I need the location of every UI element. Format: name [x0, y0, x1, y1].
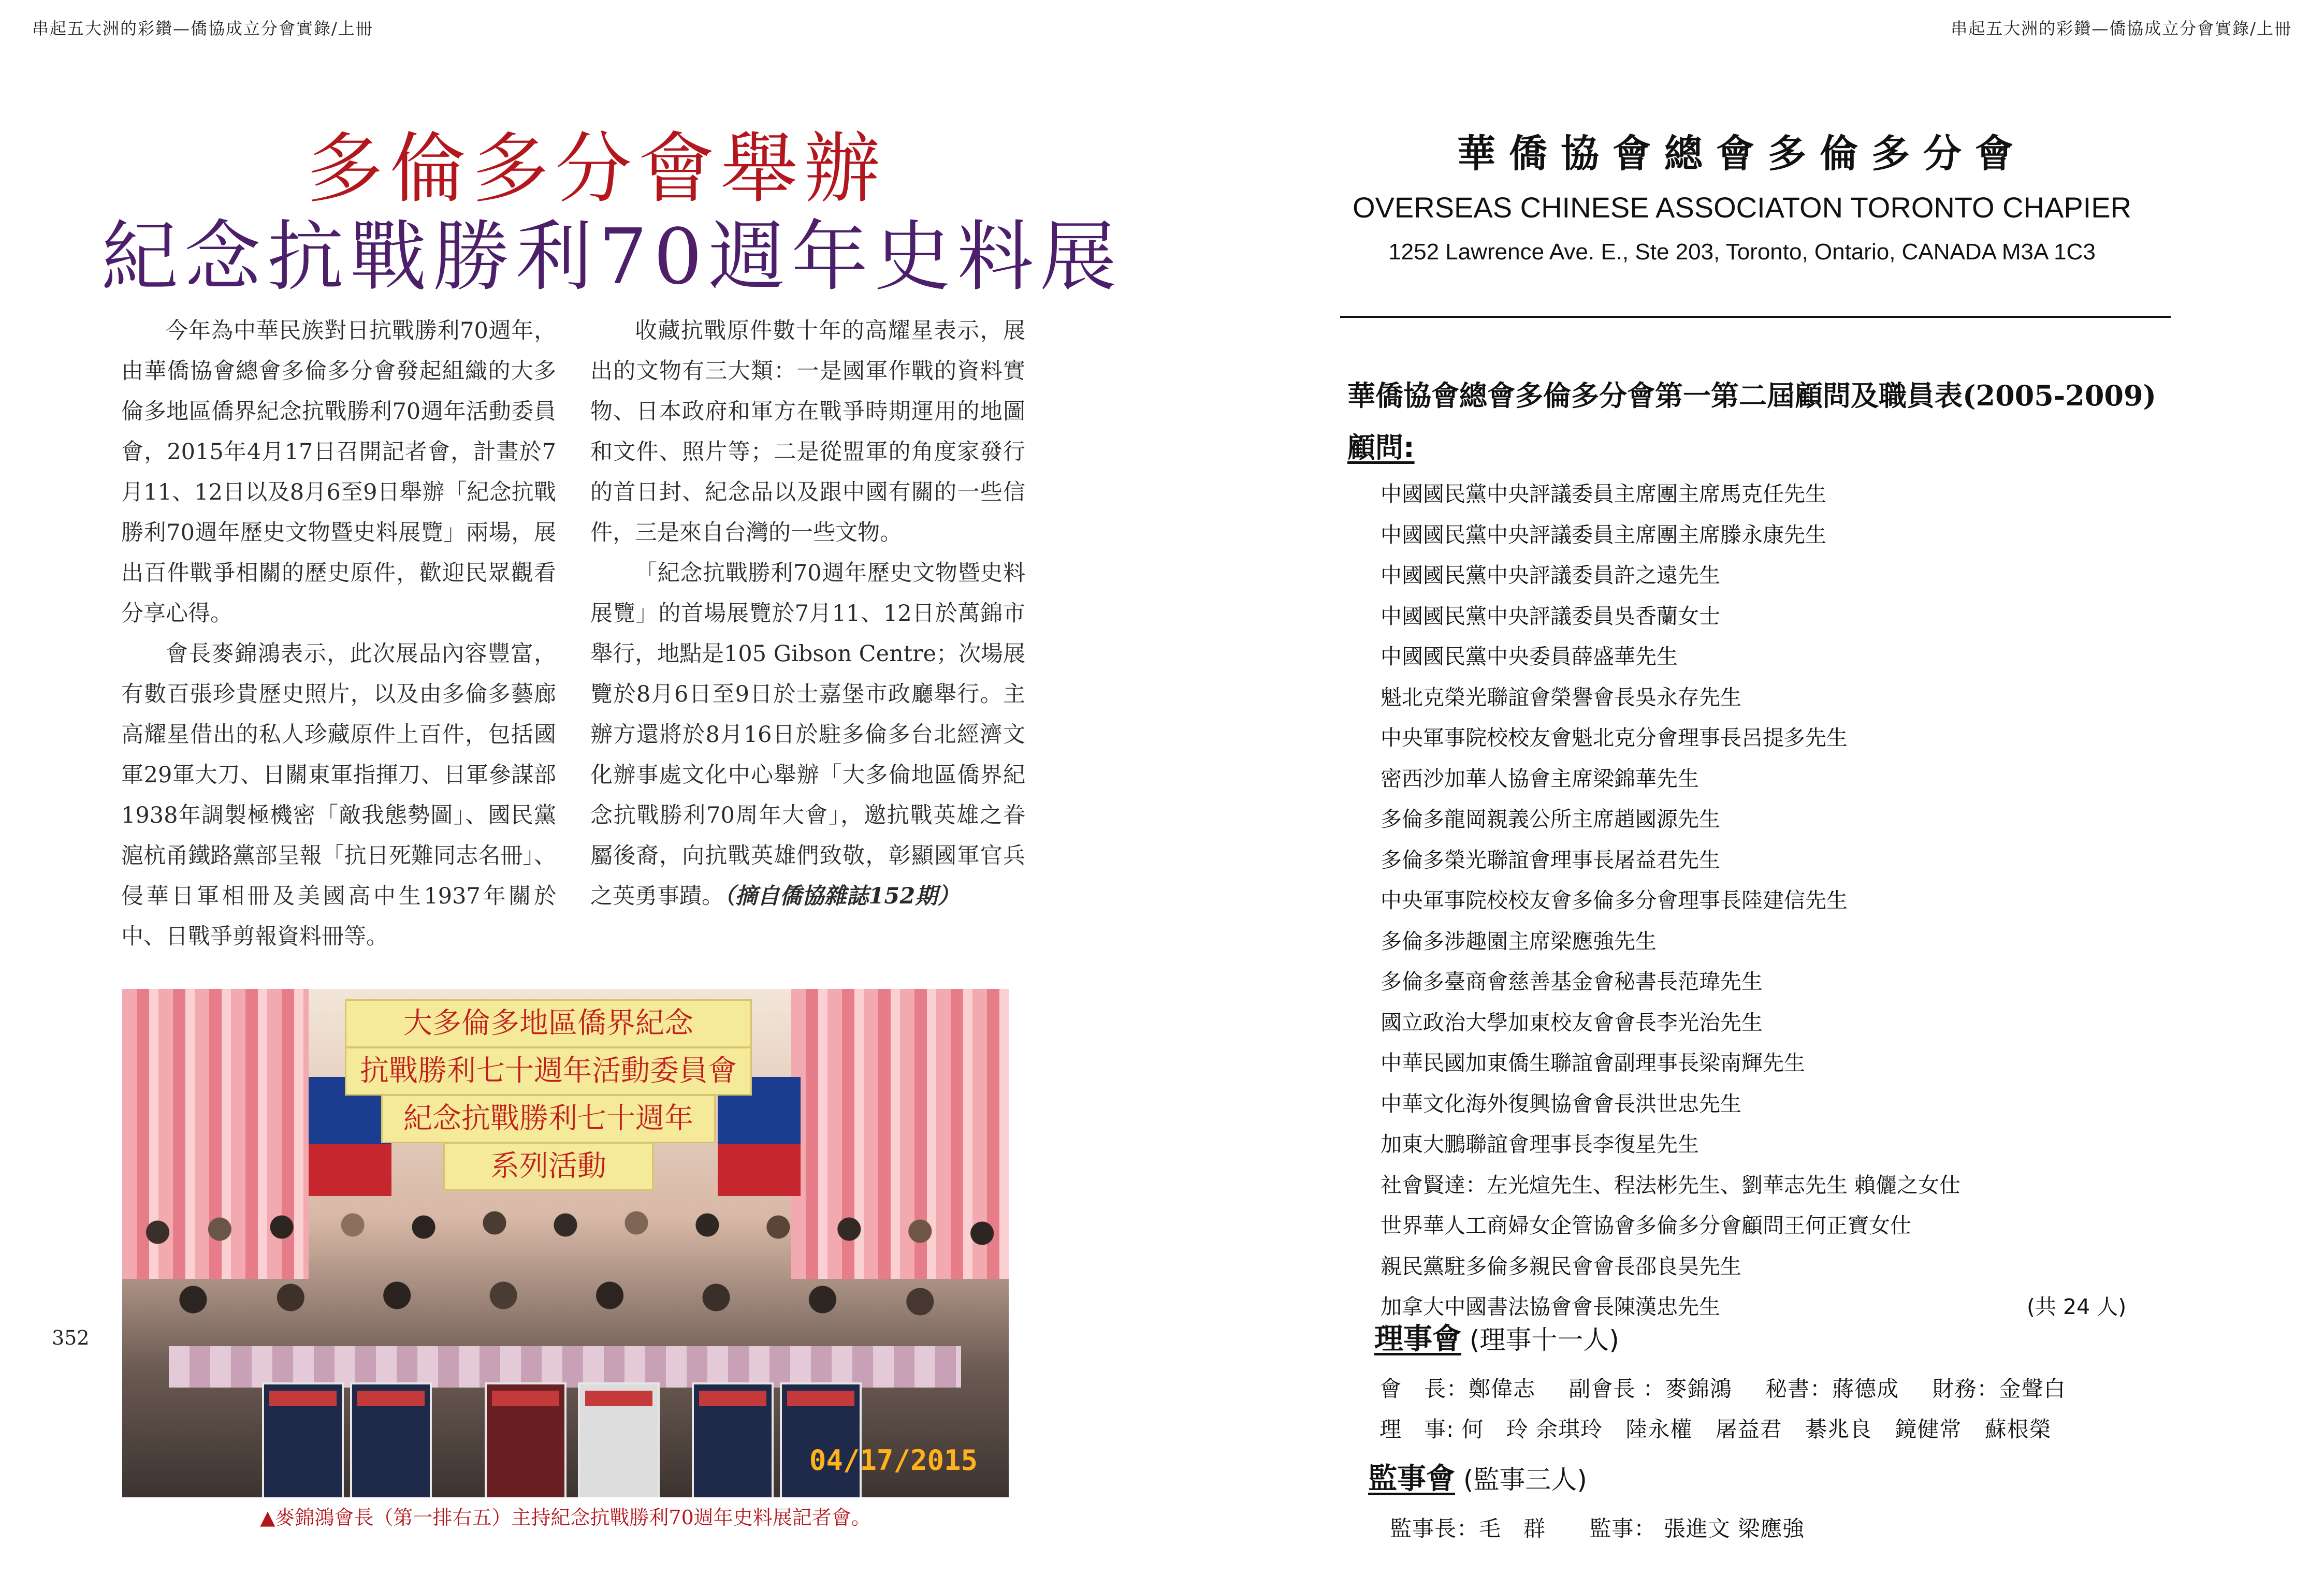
role-entry: 理 事: 何 玲 余琪玲: [1379, 1417, 1603, 1442]
paragraph: 今年為中華民族對日抗戰勝利70週年，由華僑協會總會多倫多分會發起組織的大多倫多地區僑界紀念抗戰勝利70週年活動委員會，2015年4月17日召開記者會，計畫於7月11、12日以及8月6至9日舉辦「紀念抗戰勝利70週年歷史文物暨史料展覽」兩場，展出百件戰爭相關的歷史原件，歡迎民眾觀看分享心得。: [121, 318, 556, 626]
supervisors-members: [1390, 1512, 1831, 1543]
role-entry: 蘇根榮: [1984, 1417, 2052, 1442]
list-item: 中國國民黨中央評議委員許之遠先生: [1381, 563, 1720, 588]
list-item: 多倫多涉趣園主席梁應強先生: [1381, 928, 1657, 954]
role-entry: 秘書：蔣德成: [1765, 1376, 1899, 1402]
list-item: 中華文化海外復興協會會長洪世忠先生: [1381, 1091, 1741, 1116]
advisors-list: [1381, 474, 2157, 1328]
organization-name-zh: 華僑協會總會多倫多分會: [1457, 132, 2027, 176]
photo-banner: 系列活動: [443, 1142, 653, 1191]
role-entry: 監事： 張進文 梁應強: [1589, 1516, 1805, 1541]
divider: [1340, 316, 2171, 318]
poster: [350, 1382, 432, 1497]
source-note: （摘自僑協雜誌152期）: [724, 883, 960, 909]
list-item: 中華民國加東僑生聯誼會副理事長梁南輝先生: [1381, 1051, 1805, 1075]
article-title-line2: 紀念抗戰勝利70週年史料展: [101, 212, 1123, 301]
advisors-total: (共 24 人): [2027, 1294, 2127, 1319]
organization-name-en: OVERSEAS CHINESE ASSOCIATON TORONTO CHAPIER: [1352, 191, 2132, 224]
list-item: 加東大鵬聯誼會理事長李復星先生: [1381, 1132, 1699, 1157]
list-item: 中央軍事院校校友會多倫多分會理事長陸建信先生: [1381, 888, 1848, 913]
list-item: 世界華人工商婦女企管協會多倫多分會顧問王何正寶女仕: [1381, 1213, 1911, 1238]
paragraph: 收藏抗戰原件數十年的高耀星表示，展出的文物有三大類：一是國軍作戰的資料實物、日本政府和軍方在戰爭時期運用的地圖和文件、照片等；二是從盟軍的角度家發行的首日封、紀念品以及跟中國有關的一些信件，三是來自台灣的一些文物。: [590, 318, 1025, 546]
list-item: 多倫多臺商會慈善基金會秘書長范瑋先生: [1381, 969, 1763, 994]
poster: [780, 1382, 862, 1497]
photo-date-stamp: 04/17/2015: [809, 1444, 978, 1477]
organization-address: 1252 Lawrence Ave. E., Ste 203, Toronto, Ontario, CANADA M3A 1C3: [1388, 239, 2096, 265]
council-officers: [1379, 1372, 2091, 1403]
paragraph: 會長麥錦鴻表示，此次展品內容豐富，有數百張珍貴歷史照片，以及由多倫多藝廊高耀星借出的私人珍藏原件上百件，包括國軍29軍大刀、日關東軍指揮刀、日軍參謀部1938年調製極機密「敵我態勢圖」、國民黨滬杭甬鐵路黨部呈報「抗日死難同志名冊」、侵華日軍相冊及美國高中生1937年關於中、日戰爭剪報資料冊等。: [121, 641, 556, 950]
list-item: 中央軍事院校校友會魁北克分會理事長呂提多先生: [1381, 725, 1848, 750]
council-title: 理事會: [1374, 1322, 1461, 1356]
role-entry: 屠益君: [1715, 1417, 1782, 1442]
right-page: [1162, 0, 2324, 1590]
list-item: 中國國民黨中央評議委員主席團主席滕永康先生: [1381, 522, 1826, 547]
role-entry: 財務：金聲白: [1932, 1376, 2066, 1402]
role-entry: 會 長：鄭偉志: [1379, 1376, 1536, 1402]
list-item: 國立政治大學加東校友會會長李光治先生: [1381, 1010, 1763, 1035]
list-item: 魁北克榮光聯誼會榮譽會長吳永存先生: [1381, 684, 1741, 710]
press-conference-photo: [122, 989, 1009, 1497]
poster: [485, 1382, 567, 1497]
council-heading: [1374, 1316, 1619, 1358]
list-item: 密西沙加華人協會主席梁錦華先生: [1381, 766, 1699, 791]
head-table: [169, 1346, 961, 1388]
photo-banner: 抗戰勝利七十週年活動委員會: [345, 1047, 752, 1096]
poster: [578, 1382, 660, 1497]
list-item: 中國國民黨中央委員薛盛華先生: [1381, 644, 1678, 669]
poster: [262, 1382, 344, 1497]
paragraph: [590, 553, 1025, 916]
list-item: 親民黨駐多倫多親民會會長邵良昊先生: [1381, 1253, 1741, 1279]
running-header-left: 串起五大洲的彩鑽—僑協成立分會實錄/上冊: [32, 19, 373, 38]
list-item: 社會賢達：左光煊先生、程法彬先生、劉華志先生 賴儷之女仕: [1381, 1172, 1961, 1198]
supervisors-count: (監事三人): [1463, 1465, 1587, 1495]
article-column-2: [590, 311, 1025, 916]
role-entry: 陸永權: [1625, 1417, 1693, 1442]
article-column-1: [121, 311, 556, 957]
list-item: 多倫多榮光聯誼會理事長屠益君先生: [1381, 847, 1720, 872]
list-item: 多倫多龍岡親義公所主席趙國源先生: [1381, 807, 1720, 832]
role-entry: 綦兆良: [1805, 1417, 1872, 1442]
photo-banner: 紀念抗戰勝利七十週年: [381, 1095, 716, 1143]
council-members: [1379, 1412, 2067, 1443]
list-item: 中國國民黨中央評議委員主席團主席馬克任先生: [1381, 482, 1826, 506]
role-entry: 副會長 ：麥錦鴻: [1568, 1376, 1732, 1402]
article-title-line1: 多倫多分會舉辦: [307, 124, 887, 213]
role-entry: 鏡健常: [1895, 1417, 1962, 1442]
paragraph-text: 「紀念抗戰勝利70週年歷史文物暨史料展覽」的首場展覽於7月11、12日於萬錦市舉行，地點是105 Gibson Centre；次場展覽於8月6日至9日於士嘉堡市政廳舉行。主辦方還將於8月16日於駐多倫多台北經濟文化辦事處文化中心舉辦「大多倫地區僑界紀念抗戰勝利70周年大會」，邀抗戰英雄之眷屬後裔，向抗戰英雄們致敬，彰顯國軍官兵之英勇事蹟。: [590, 560, 1026, 909]
running-header-right: 串起五大洲的彩鑽—僑協成立分會實錄/上冊: [1951, 19, 2292, 38]
list-item-text: 加拿大中國書法協會會長陳漢忠先生: [1381, 1294, 1720, 1319]
supervisors-title: 監事會: [1368, 1462, 1455, 1496]
roster-title: 華僑協會總會多倫多分會第一第二屆顧問及職員表(2005-2009): [1347, 379, 2157, 412]
list-item: 中國國民黨中央評議委員吳香蘭女士: [1381, 603, 1720, 629]
poster: [692, 1382, 774, 1497]
photo-caption: ▲麥錦鴻會長（第一排右五）主持紀念抗戰勝利70週年史料展記者會。: [260, 1506, 871, 1529]
advisors-heading: 顧問:: [1347, 431, 1415, 464]
supervisors-heading: [1368, 1456, 1587, 1497]
photo-banner: 大多倫多地區僑界紀念: [345, 999, 752, 1048]
page-number: 352: [52, 1326, 90, 1349]
council-count: (理事十一人): [1469, 1325, 1619, 1355]
role-entry: 監事長：毛 群: [1390, 1516, 1546, 1541]
